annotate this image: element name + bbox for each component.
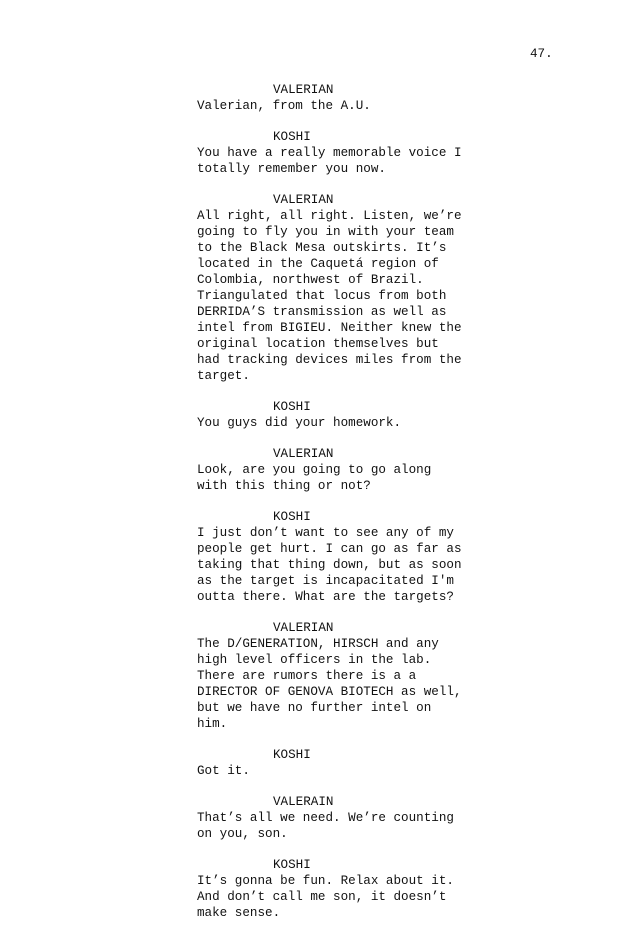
- screenplay-dialogue: [197, 82, 477, 936]
- dialogue-line: make sense.: [197, 906, 281, 920]
- dialogue-line: as the target is incapacitated I'm: [197, 574, 454, 588]
- dialogue-block: [197, 446, 477, 494]
- dialogue-line: All right, all right. Listen, we’re: [197, 209, 462, 223]
- character-name: KOSHI: [273, 510, 311, 524]
- dialogue-line: people get hurt. I can go as far as: [197, 542, 462, 556]
- dialogue-line: Valerian, from the A.U.: [197, 99, 371, 113]
- dialogue-line: high level officers in the lab.: [197, 653, 432, 667]
- dialogue-line: but we have no further intel on: [197, 701, 432, 715]
- dialogue-line: I just don’t want to see any of my: [197, 526, 454, 540]
- dialogue-line: going to fly you in with your team: [197, 225, 454, 239]
- dialogue-line: The D/GENERATION, HIRSCH and any: [197, 637, 439, 651]
- dialogue-line: outta there. What are the targets?: [197, 590, 454, 604]
- page-number: 47.: [530, 47, 553, 61]
- dialogue-line: located in the Caquetá region of: [197, 257, 439, 271]
- dialogue-block: [197, 192, 477, 384]
- dialogue-line: to the Black Mesa outskirts. It’s: [197, 241, 447, 255]
- dialogue-line: There are rumors there is a a: [197, 669, 417, 683]
- dialogue-block: [197, 82, 477, 114]
- character-name: VALERIAN: [273, 621, 334, 635]
- dialogue-line: target.: [197, 369, 250, 383]
- dialogue-line: It’s gonna be fun. Relax about it.: [197, 874, 454, 888]
- dialogue-line: intel from BIGIEU. Neither knew the: [197, 321, 462, 335]
- dialogue-line: him.: [197, 717, 228, 731]
- dialogue-block: [197, 857, 477, 921]
- dialogue-line: And don’t call me son, it doesn’t: [197, 890, 447, 904]
- dialogue-line: had tracking devices miles from the: [197, 353, 462, 367]
- character-name: KOSHI: [273, 748, 311, 762]
- dialogue-line: on you, son.: [197, 827, 288, 841]
- character-name: VALERIAN: [273, 193, 334, 207]
- dialogue-block: [197, 129, 477, 177]
- dialogue-block: [197, 747, 477, 779]
- dialogue-block: [197, 509, 477, 605]
- dialogue-line: with this thing or not?: [197, 479, 371, 493]
- dialogue-line: DIRECTOR OF GENOVA BIOTECH as well,: [197, 685, 462, 699]
- character-name: KOSHI: [273, 400, 311, 414]
- dialogue-line: Look, are you going to go along: [197, 463, 432, 477]
- dialogue-line: You have a really memorable voice I: [197, 146, 462, 160]
- dialogue-line: taking that thing down, but as soon: [197, 558, 462, 572]
- dialogue-line: Got it.: [197, 764, 250, 778]
- character-name: KOSHI: [273, 858, 311, 872]
- character-name: VALERAIN: [273, 795, 334, 809]
- dialogue-line: original location themselves but: [197, 337, 439, 351]
- dialogue-line: Triangulated that locus from both: [197, 289, 447, 303]
- dialogue-line: DERRIDA’S transmission as well as: [197, 305, 447, 319]
- character-name: VALERIAN: [273, 83, 334, 97]
- dialogue-block: [197, 794, 477, 842]
- dialogue-line: That’s all we need. We’re counting: [197, 811, 454, 825]
- dialogue-block: [197, 620, 477, 732]
- dialogue-line: You guys did your homework.: [197, 416, 402, 430]
- character-name: KOSHI: [273, 130, 311, 144]
- dialogue-block: [197, 399, 477, 431]
- dialogue-line: totally remember you now.: [197, 162, 386, 176]
- dialogue-line: Colombia, northwest of Brazil.: [197, 273, 424, 287]
- character-name: VALERIAN: [273, 447, 334, 461]
